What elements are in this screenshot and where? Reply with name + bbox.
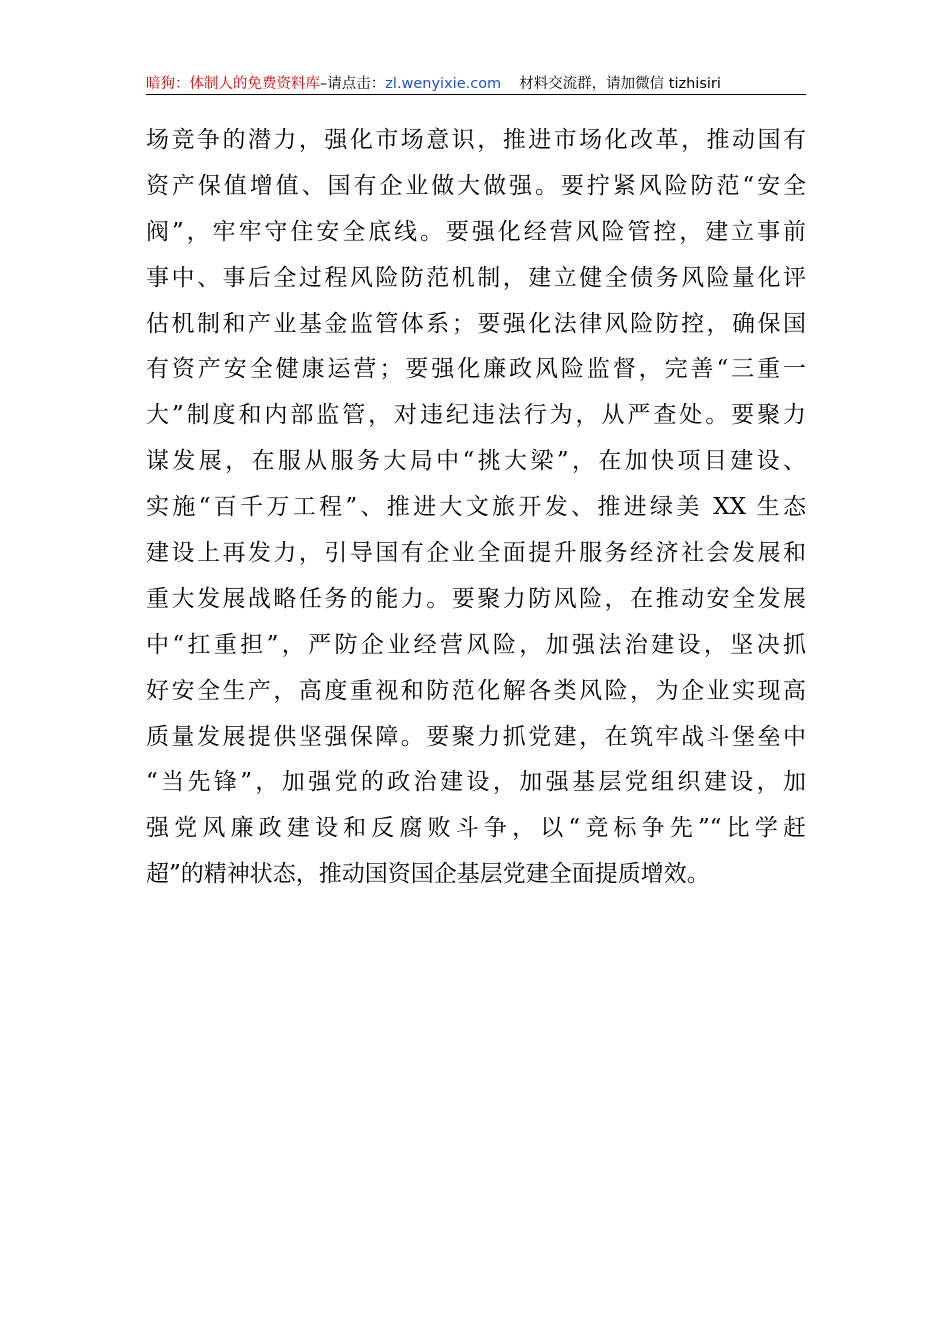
paragraph-line-last: 超”的精神状态，推动国资国企基层党建全面提质增效。 (146, 861, 710, 888)
header-url-link[interactable]: zl.wenyixie.com (385, 76, 502, 92)
paragraph-line: 建设上再发力，引导国有企业全面提升服务经济社会发展和 (146, 540, 806, 567)
paragraph-line: 事中、事后全过程风险防范机制，建立健全债务风险量化评 (146, 264, 806, 291)
paragraph-line: 中“扛重担”，严防企业经营风险，加强法治建设，坚决抓 (146, 631, 806, 658)
paragraph-line: 资产保值增值、国有企业做大做强。要拧紧风险防范“安全 (146, 172, 806, 199)
paragraph-line: 好安全生产，高度重视和防范化解各类风险，为企业实现高 (146, 677, 806, 704)
paragraph-line: 重大发展战略任务的能力。要聚力防风险，在推动安全发展 (146, 585, 806, 612)
header-click-prompt: –请点击： (320, 76, 386, 92)
page-header (146, 70, 806, 94)
paragraph-line: 质量发展提供坚强保障。要聚力抓党建，在筑牢战斗堡垒中 (146, 723, 806, 750)
header-divider (146, 94, 806, 95)
paragraph-line: 估机制和产业基金监管体系；要强化法律风险防控，确保国 (146, 310, 806, 337)
paragraph-line: “当先锋”，加强党的政治建设，加强基层党组织建设，加 (146, 769, 806, 796)
header-wechat-note: 材料交流群，请加微信 tizhisiri (519, 76, 721, 92)
header-site-name: 暗狗：体制人的免费资料库 (146, 76, 320, 92)
paragraph-line: 强党风廉政建设和反腐败斗争，以“竞标争先”“比学赶 (146, 815, 806, 842)
paragraph-line: 谋发展，在服从服务大局中“挑大梁”，在加快项目建设、 (146, 448, 806, 475)
paragraph-line: 实施“百千万工程”、推进大文旅开发、推进绿美 XX 生态 (146, 494, 806, 521)
paragraph-line: 有资产安全健康运营；要强化廉政风险监督，完善“三重一 (146, 356, 806, 383)
paragraph-line: 大”制度和内部监管，对违纪违法行为，从严查处。要聚力 (146, 402, 806, 429)
body-paragraph (146, 118, 806, 898)
paragraph-line: 阀”，牢牢守住安全底线。要强化经营风险管控，建立事前 (146, 218, 806, 245)
paragraph-line: 场竞争的潜力，强化市场意识，推进市场化改革，推动国有 (146, 127, 806, 153)
